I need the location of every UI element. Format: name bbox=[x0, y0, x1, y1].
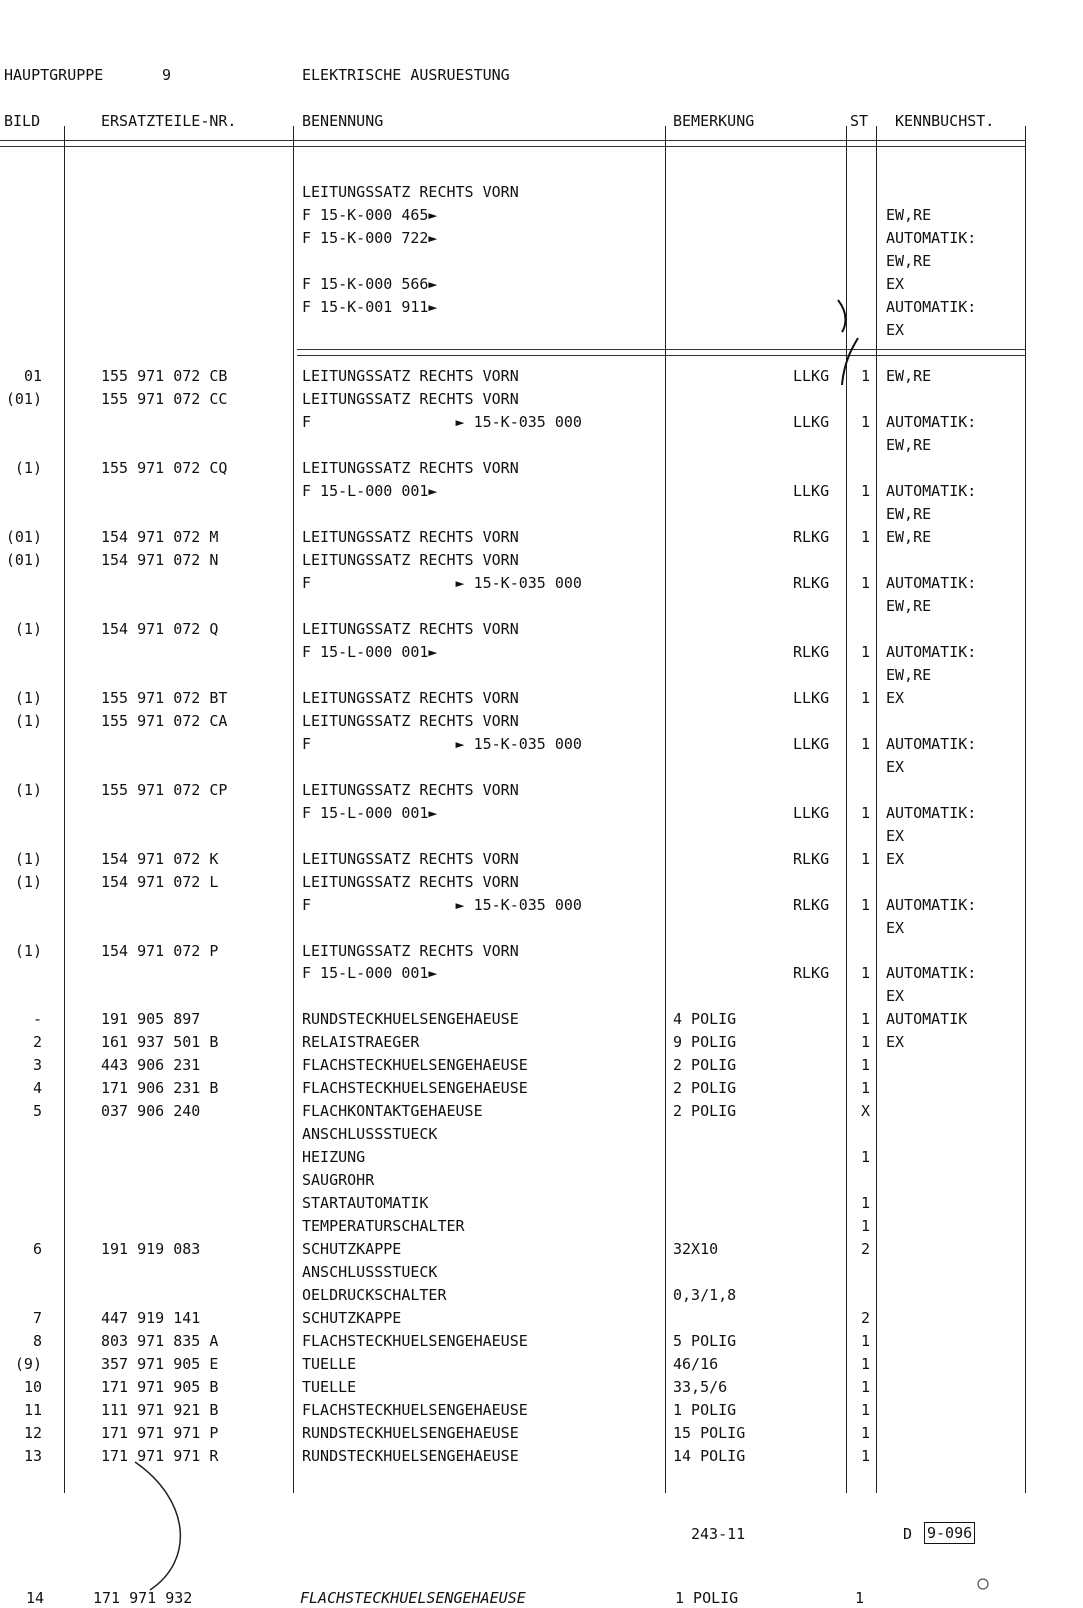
row-qty: 1 bbox=[860, 528, 870, 546]
row-remark: 33,5/6 bbox=[673, 1378, 728, 1396]
row-remark: RLKG bbox=[793, 964, 830, 982]
row-bild: (1) bbox=[14, 459, 42, 477]
col-header-benennung: BENENNUNG bbox=[302, 112, 384, 130]
row-description: F 15-L-000 001► bbox=[302, 964, 438, 982]
row-bild: 3 bbox=[32, 1056, 42, 1074]
row-part-number: 155 971 072 CQ bbox=[101, 459, 228, 477]
row-remark: LLKG bbox=[793, 689, 830, 707]
row-description: SAUGROHR bbox=[302, 1171, 375, 1189]
row-code: EW,RE bbox=[886, 528, 932, 546]
row-code: EW,RE bbox=[886, 666, 932, 684]
col-header-bemerkung: BEMERKUNG bbox=[673, 112, 755, 130]
row-part-number: 803 971 835 A bbox=[101, 1332, 219, 1350]
row-description: ANSCHLUSSSTUECK bbox=[302, 1263, 438, 1281]
row-qty: 1 bbox=[860, 896, 870, 914]
row-description: LEITUNGSSATZ RECHTS VORN bbox=[302, 873, 519, 891]
cutoff-part-number: 171 971 932 bbox=[93, 1589, 193, 1607]
row-qty: 1 bbox=[860, 850, 870, 868]
row-part-number: 154 971 072 N bbox=[101, 551, 219, 569]
row-part-number: 171 971 971 R bbox=[101, 1447, 219, 1465]
row-bild: (01) bbox=[5, 551, 42, 569]
intro-code: EW,RE bbox=[886, 206, 932, 224]
row-remark: 5 POLIG bbox=[673, 1332, 737, 1350]
row-part-number: 154 971 072 Q bbox=[101, 620, 219, 638]
cutoff-bild: 14 bbox=[25, 1589, 44, 1607]
row-part-number: 154 971 072 P bbox=[101, 942, 219, 960]
row-description: ANSCHLUSSSTUECK bbox=[302, 1125, 438, 1143]
row-qty: 1 bbox=[860, 1079, 870, 1097]
row-part-number: 155 971 072 CA bbox=[101, 712, 228, 730]
footer-letter: D bbox=[903, 1525, 913, 1543]
row-remark: 2 POLIG bbox=[673, 1079, 737, 1097]
row-description: TUELLE bbox=[302, 1355, 357, 1373]
row-description: F 15-L-000 001► bbox=[302, 482, 438, 500]
row-part-number: 155 971 072 CC bbox=[101, 390, 228, 408]
row-bild: (1) bbox=[14, 620, 42, 638]
row-code: EW,RE bbox=[886, 597, 932, 615]
row-bild: (1) bbox=[14, 689, 42, 707]
row-code: EX bbox=[886, 850, 905, 868]
row-part-number: 037 906 240 bbox=[101, 1102, 201, 1120]
row-code: EW,RE bbox=[886, 505, 932, 523]
col-header-st: ST bbox=[850, 112, 869, 130]
row-bild: (1) bbox=[14, 850, 42, 868]
row-part-number: 191 919 083 bbox=[101, 1240, 201, 1258]
row-description: LEITUNGSSATZ RECHTS VORN bbox=[302, 850, 519, 868]
row-description: RELAISTRAEGER bbox=[302, 1033, 420, 1051]
row-part-number: 161 937 501 B bbox=[101, 1033, 219, 1051]
intro-description: F 15-K-001 911► bbox=[302, 298, 438, 316]
row-remark: 2 POLIG bbox=[673, 1056, 737, 1074]
row-bild: 5 bbox=[32, 1102, 42, 1120]
row-remark: RLKG bbox=[793, 850, 830, 868]
row-remark: 4 POLIG bbox=[673, 1010, 737, 1028]
col-header-bild: BILD bbox=[4, 112, 41, 130]
row-description: FLACHSTECKHUELSENGEHAEUSE bbox=[302, 1332, 528, 1350]
row-remark: RLKG bbox=[793, 528, 830, 546]
row-bild: 6 bbox=[32, 1240, 42, 1258]
intro-code: EX bbox=[886, 321, 905, 339]
row-bild: 01 bbox=[23, 367, 42, 385]
row-qty: 1 bbox=[860, 1056, 870, 1074]
row-qty: X bbox=[860, 1102, 870, 1120]
row-part-number: 111 971 921 B bbox=[101, 1401, 219, 1419]
row-part-number: 171 906 231 B bbox=[101, 1079, 219, 1097]
row-description: LEITUNGSSATZ RECHTS VORN bbox=[302, 942, 519, 960]
row-description: FLACHSTECKHUELSENGEHAEUSE bbox=[302, 1056, 528, 1074]
intro-description: LEITUNGSSATZ RECHTS VORN bbox=[302, 183, 519, 201]
row-description: F ► 15-K-035 000 bbox=[302, 735, 582, 753]
row-description: LEITUNGSSATZ RECHTS VORN bbox=[302, 528, 519, 546]
row-code: EW,RE bbox=[886, 436, 932, 454]
intro-code: AUTOMATIK: bbox=[886, 298, 977, 316]
row-bild: 2 bbox=[32, 1033, 42, 1051]
row-code: EW,RE bbox=[886, 367, 932, 385]
row-qty: 1 bbox=[860, 574, 870, 592]
row-description: RUNDSTECKHUELSENGEHAEUSE bbox=[302, 1424, 519, 1442]
row-qty: 2 bbox=[860, 1309, 870, 1327]
row-description: FLACHSTECKHUELSENGEHAEUSE bbox=[302, 1401, 528, 1419]
row-qty: 1 bbox=[860, 1447, 870, 1465]
row-remark: RLKG bbox=[793, 896, 830, 914]
row-bild: (01) bbox=[5, 528, 42, 546]
row-description: LEITUNGSSATZ RECHTS VORN bbox=[302, 390, 519, 408]
row-part-number: 154 971 072 M bbox=[101, 528, 219, 546]
row-description: F 15-L-000 001► bbox=[302, 643, 438, 661]
row-description: F ► 15-K-035 000 bbox=[302, 574, 582, 592]
row-qty: 1 bbox=[860, 1194, 870, 1212]
row-description: LEITUNGSSATZ RECHTS VORN bbox=[302, 620, 519, 638]
cutoff-remark: 1 POLIG bbox=[675, 1589, 739, 1607]
col-header-kennbuchst: KENNBUCHST. bbox=[895, 112, 995, 130]
row-part-number: 154 971 072 L bbox=[101, 873, 219, 891]
row-remark: 1 POLIG bbox=[673, 1401, 737, 1419]
intro-code: EW,RE bbox=[886, 252, 932, 270]
row-code: AUTOMATIK: bbox=[886, 643, 977, 661]
row-remark: RLKG bbox=[793, 574, 830, 592]
row-qty: 1 bbox=[860, 804, 870, 822]
row-code: AUTOMATIK: bbox=[886, 735, 977, 753]
row-part-number: 443 906 231 bbox=[101, 1056, 201, 1074]
row-part-number: 191 905 897 bbox=[101, 1010, 201, 1028]
intro-code: AUTOMATIK: bbox=[886, 229, 977, 247]
intro-description: F 15-K-000 722► bbox=[302, 229, 438, 247]
row-bild: - bbox=[32, 1010, 42, 1028]
row-description: LEITUNGSSATZ RECHTS VORN bbox=[302, 781, 519, 799]
row-qty: 1 bbox=[860, 1332, 870, 1350]
row-qty: 1 bbox=[860, 413, 870, 431]
row-code: AUTOMATIK: bbox=[886, 574, 977, 592]
row-description: RUNDSTECKHUELSENGEHAEUSE bbox=[302, 1447, 519, 1465]
row-description: LEITUNGSSATZ RECHTS VORN bbox=[302, 367, 519, 385]
row-remark: 9 POLIG bbox=[673, 1033, 737, 1051]
row-description: LEITUNGSSATZ RECHTS VORN bbox=[302, 551, 519, 569]
cutoff-description: FLACHSTECKHUELSENGEHAEUSE bbox=[300, 1589, 526, 1607]
row-code: AUTOMATIK: bbox=[886, 482, 977, 500]
row-description: SCHUTZKAPPE bbox=[302, 1240, 402, 1258]
row-part-number: 155 971 072 CB bbox=[101, 367, 228, 385]
row-description: TEMPERATURSCHALTER bbox=[302, 1217, 465, 1235]
row-code: EX bbox=[886, 1033, 905, 1051]
row-qty: 1 bbox=[860, 964, 870, 982]
row-remark: LLKG bbox=[793, 367, 830, 385]
row-remark: 15 POLIG bbox=[673, 1424, 746, 1442]
group-number: 9 bbox=[162, 66, 172, 84]
row-qty: 1 bbox=[860, 1401, 870, 1419]
row-remark: LLKG bbox=[793, 804, 830, 822]
row-description: STARTAUTOMATIK bbox=[302, 1194, 429, 1212]
row-qty: 1 bbox=[860, 1033, 870, 1051]
row-code: AUTOMATIK: bbox=[886, 896, 977, 914]
group-label: HAUPTGRUPPE bbox=[4, 66, 104, 84]
row-description: LEITUNGSSATZ RECHTS VORN bbox=[302, 459, 519, 477]
row-bild: (1) bbox=[14, 873, 42, 891]
row-description: TUELLE bbox=[302, 1378, 357, 1396]
row-code: EX bbox=[886, 758, 905, 776]
row-description: LEITUNGSSATZ RECHTS VORN bbox=[302, 712, 519, 730]
row-code: EX bbox=[886, 919, 905, 937]
row-qty: 1 bbox=[860, 735, 870, 753]
footer-code: 243-11 bbox=[691, 1525, 746, 1543]
intro-code: EX bbox=[886, 275, 905, 293]
row-remark: LLKG bbox=[793, 735, 830, 753]
row-qty: 1 bbox=[860, 1355, 870, 1373]
row-remark: LLKG bbox=[793, 482, 830, 500]
row-description: FLACHKONTAKTGEHAEUSE bbox=[302, 1102, 483, 1120]
row-qty: 2 bbox=[860, 1240, 870, 1258]
row-part-number: 155 971 072 CP bbox=[101, 781, 228, 799]
row-code: AUTOMATIK: bbox=[886, 413, 977, 431]
row-description: HEIZUNG bbox=[302, 1148, 366, 1166]
row-remark: 0,3/1,8 bbox=[673, 1286, 737, 1304]
row-part-number: 447 919 141 bbox=[101, 1309, 201, 1327]
row-part-number: 155 971 072 BT bbox=[101, 689, 228, 707]
row-bild: 13 bbox=[23, 1447, 42, 1465]
row-bild: 7 bbox=[32, 1309, 42, 1327]
row-description: SCHUTZKAPPE bbox=[302, 1309, 402, 1327]
row-code: AUTOMATIK: bbox=[886, 964, 977, 982]
row-bild: 8 bbox=[32, 1332, 42, 1350]
row-code: EX bbox=[886, 689, 905, 707]
row-bild: 10 bbox=[23, 1378, 42, 1396]
row-description: OELDRUCKSCHALTER bbox=[302, 1286, 447, 1304]
row-remark: RLKG bbox=[793, 643, 830, 661]
row-bild: 4 bbox=[32, 1079, 42, 1097]
row-bild: 12 bbox=[23, 1424, 42, 1442]
cutoff-qty: 1 bbox=[855, 1589, 865, 1607]
row-bild: (1) bbox=[14, 781, 42, 799]
row-remark: 32X10 bbox=[673, 1240, 719, 1258]
row-remark: 2 POLIG bbox=[673, 1102, 737, 1120]
page-number: 9-096 bbox=[924, 1522, 975, 1544]
row-remark: 46/16 bbox=[673, 1355, 719, 1373]
col-header-teilenr: ERSATZTEILE-NR. bbox=[101, 112, 237, 130]
row-bild: 11 bbox=[23, 1401, 42, 1419]
intro-description: F 15-K-000 566► bbox=[302, 275, 438, 293]
row-bild: (01) bbox=[5, 390, 42, 408]
row-code: EX bbox=[886, 827, 905, 845]
row-qty: 1 bbox=[860, 643, 870, 661]
row-remark: LLKG bbox=[793, 413, 830, 431]
row-qty: 1 bbox=[860, 1424, 870, 1442]
row-bild: (1) bbox=[14, 712, 42, 730]
row-qty: 1 bbox=[860, 1010, 870, 1028]
row-qty: 1 bbox=[860, 689, 870, 707]
row-description: LEITUNGSSATZ RECHTS VORN bbox=[302, 689, 519, 707]
group-title: ELEKTRISCHE AUSRUESTUNG bbox=[302, 66, 510, 84]
row-qty: 1 bbox=[860, 367, 870, 385]
row-qty: 1 bbox=[860, 1378, 870, 1396]
row-code: EX bbox=[886, 987, 905, 1005]
row-part-number: 154 971 072 K bbox=[101, 850, 219, 868]
row-description: FLACHSTECKHUELSENGEHAEUSE bbox=[302, 1079, 528, 1097]
intro-description: F 15-K-000 465► bbox=[302, 206, 438, 224]
row-remark: 14 POLIG bbox=[673, 1447, 746, 1465]
row-qty: 1 bbox=[860, 1217, 870, 1235]
row-qty: 1 bbox=[860, 482, 870, 500]
row-bild: (9) bbox=[14, 1355, 42, 1373]
row-qty: 1 bbox=[860, 1148, 870, 1166]
row-description: RUNDSTECKHUELSENGEHAEUSE bbox=[302, 1010, 519, 1028]
row-part-number: 171 971 971 P bbox=[101, 1424, 219, 1442]
row-part-number: 171 971 905 B bbox=[101, 1378, 219, 1396]
row-description: F 15-L-000 001► bbox=[302, 804, 438, 822]
row-part-number: 357 971 905 E bbox=[101, 1355, 219, 1373]
row-code: AUTOMATIK: bbox=[886, 804, 977, 822]
row-description: F ► 15-K-035 000 bbox=[302, 413, 582, 431]
row-code: AUTOMATIK bbox=[886, 1010, 968, 1028]
row-description: F ► 15-K-035 000 bbox=[302, 896, 582, 914]
row-bild: (1) bbox=[14, 942, 42, 960]
